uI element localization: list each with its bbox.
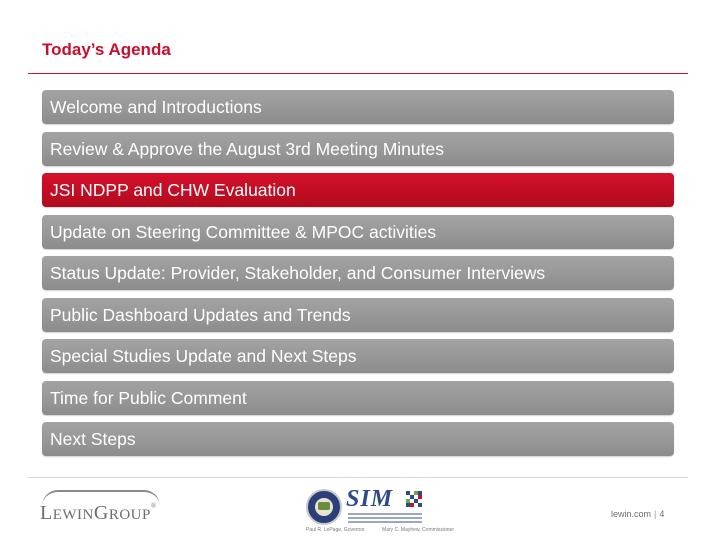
maine-seal-icon bbox=[306, 489, 342, 525]
lewin-group-logo bbox=[40, 490, 170, 526]
agenda-item[interactable]: Time for Public Comment bbox=[42, 381, 674, 415]
footer-separator: | bbox=[654, 509, 657, 519]
agenda-item[interactable]: Review & Approve the August 3rd Meeting Minutes bbox=[42, 132, 674, 166]
agenda-list bbox=[42, 90, 674, 464]
sim-caption-left: Paul R. LePage, Governor bbox=[306, 527, 365, 533]
lewin-group-logo-text: LEWINGROUP® bbox=[40, 502, 157, 524]
agenda-item[interactable]: Special Studies Update and Next Steps bbox=[42, 339, 674, 373]
page-number: 4 bbox=[659, 509, 665, 519]
footer-url-text[interactable]: lewin.com bbox=[611, 509, 652, 519]
sim-logo bbox=[306, 486, 455, 533]
agenda-item[interactable]: Status Update: Provider, Stakeholder, and Consumer Interviews bbox=[42, 256, 674, 290]
footer-divider bbox=[28, 477, 688, 478]
agenda-item[interactable]: Welcome and Introductions bbox=[42, 90, 674, 124]
agenda-item[interactable]: Update on Steering Committee & MPOC activities bbox=[42, 215, 674, 249]
sim-grid-icon bbox=[406, 491, 422, 507]
sim-caption-right: Mary C. Mayhew, Commissioner bbox=[382, 527, 455, 533]
slide-title: Today’s Agenda bbox=[42, 40, 171, 59]
agenda-item[interactable]: Public Dashboard Updates and Trends bbox=[42, 298, 674, 332]
title-divider bbox=[28, 73, 688, 74]
agenda-item[interactable]: JSI NDPP and CHW Evaluation bbox=[42, 173, 674, 207]
footer-url bbox=[611, 509, 664, 519]
sim-tagline-lines bbox=[348, 513, 422, 525]
sim-caption bbox=[306, 527, 455, 533]
agenda-item[interactable]: Next Steps bbox=[42, 422, 674, 456]
sim-logo-text: SIM bbox=[346, 486, 394, 512]
